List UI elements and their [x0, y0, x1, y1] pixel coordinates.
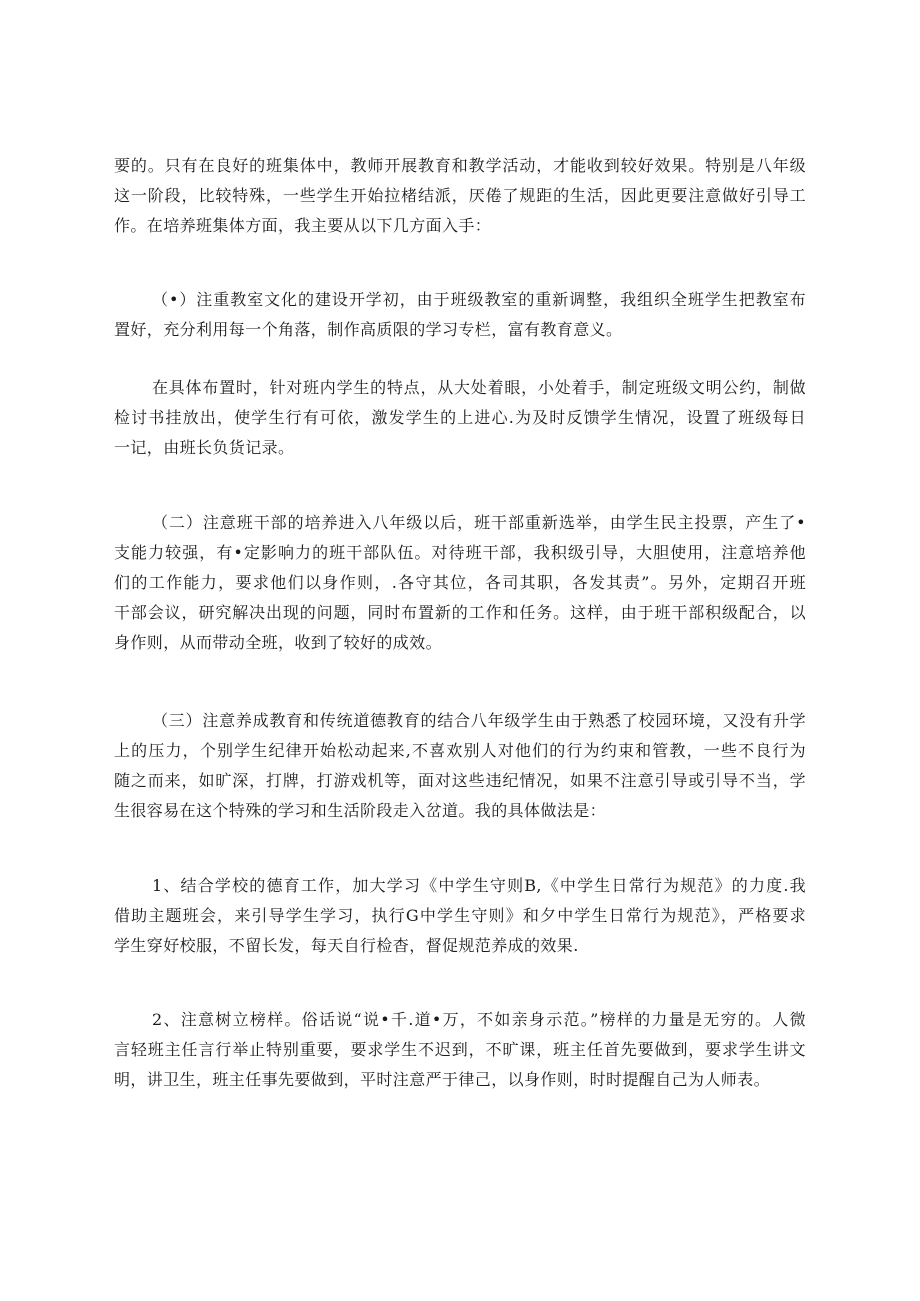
text-line: 身作则，从而带动全班，收到了较好的成效。	[114, 633, 443, 652]
text-line: 干部会议，研究解决出现的问题，同时布置新的工作和任务。这样，由于班干部积级配合，以	[114, 603, 806, 622]
text-line: 这一阶段，比较特殊，一些学生开始拉楮结派，厌倦了规距的生活，因此更要注意做好引导工	[114, 186, 806, 205]
paragraph-section-1	[114, 285, 806, 345]
text-line: 言轻班主任言行举止特别重要，要求学生不迟到，不旷课，班主任首先要做到，要求学生讲文	[114, 1040, 806, 1059]
text-line: （三）注意养成教育和传统道德教育的结合八年级学生由于熟悉了校园环境，又没有升学	[152, 711, 806, 730]
paragraph-layout-details	[114, 373, 806, 463]
paragraph-intro	[114, 151, 806, 241]
text-line: 借助主题班会，来引导学生学习，执行G中学生守则》和夕中学生日常行为规范》，严格要求	[114, 906, 806, 925]
text-line: （•）注重教室文化的建设开学初，由于班级教室的重新调整，我组织全班学生把教室布	[152, 290, 806, 309]
paragraph-section-2	[114, 508, 806, 658]
text-line: 2、注意树立榜样。俗话说“说•千.道•万，不如亲身示范。”榜样的力量是无穷的。人微	[152, 1010, 806, 1029]
text-line: 检讨书挂放出，使学生行有可依，激发学生的上进心.为及时反馈学生情况，设置了班级每日	[114, 408, 806, 427]
text-line: 生很容易在这个特殊的学习和生活阶段走入岔道。我的具体做法是：	[114, 801, 607, 820]
text-line: 一记，由班长负货记录。	[114, 438, 295, 457]
text-line: 支能力较强，有•定影响力的班干部队伍。对待班干部，我积级引导，大胆使用，注意培养他	[114, 543, 806, 562]
text-line: 随之而来，如旷深，打牌，打游戏机等，面对这些违纪情况，如果不注意引导或引导不当，学	[114, 771, 806, 790]
text-line: 在具体布置时，针对班内学生的特点，从大处着眼，小处着手，制定班级文明公约，制做	[152, 378, 806, 397]
text-line: 1、结合学校的德育工作，加大学习《中学生守则B,《中学生日常行为规范》的力度.我	[152, 876, 806, 895]
paragraph-section-3	[114, 706, 806, 826]
text-line: 置好，充分利用每一个角落，制作高质限的学习专栏，富有教育意义。	[114, 320, 623, 339]
text-line: 要的。只有在良好的班集体中，教师开展教育和教学活动，才能收到较好效果。特别是八年级	[114, 156, 806, 175]
text-line: （二）注意班干部的培养进入八年级以后，班干部重新选举，由学生民主投票，产生了•	[152, 513, 806, 532]
text-line: 学生穿好校服，不留长发，每天自行检杳，督促规范养成的效果.	[114, 936, 579, 955]
paragraph-item-1	[114, 871, 806, 961]
text-line: 作。在培养班集体方面，我主要从以下几方面入手：	[114, 216, 492, 235]
text-line: 上的压力，个别学生纪律开始松动起来,不喜欢别人对他们的行为约束和管教，一些不良行为	[114, 741, 806, 760]
text-line: 们的工作能力，要求他们以身作则，.各守其位，各司其职，各发其责”。另外，定期召开班	[114, 573, 806, 592]
text-line: 明，讲卫生，班主任事先要做到，平时注意严于律己，以身作则，时时提醒自己为人师表。	[114, 1070, 771, 1089]
paragraph-item-2	[114, 1005, 806, 1095]
